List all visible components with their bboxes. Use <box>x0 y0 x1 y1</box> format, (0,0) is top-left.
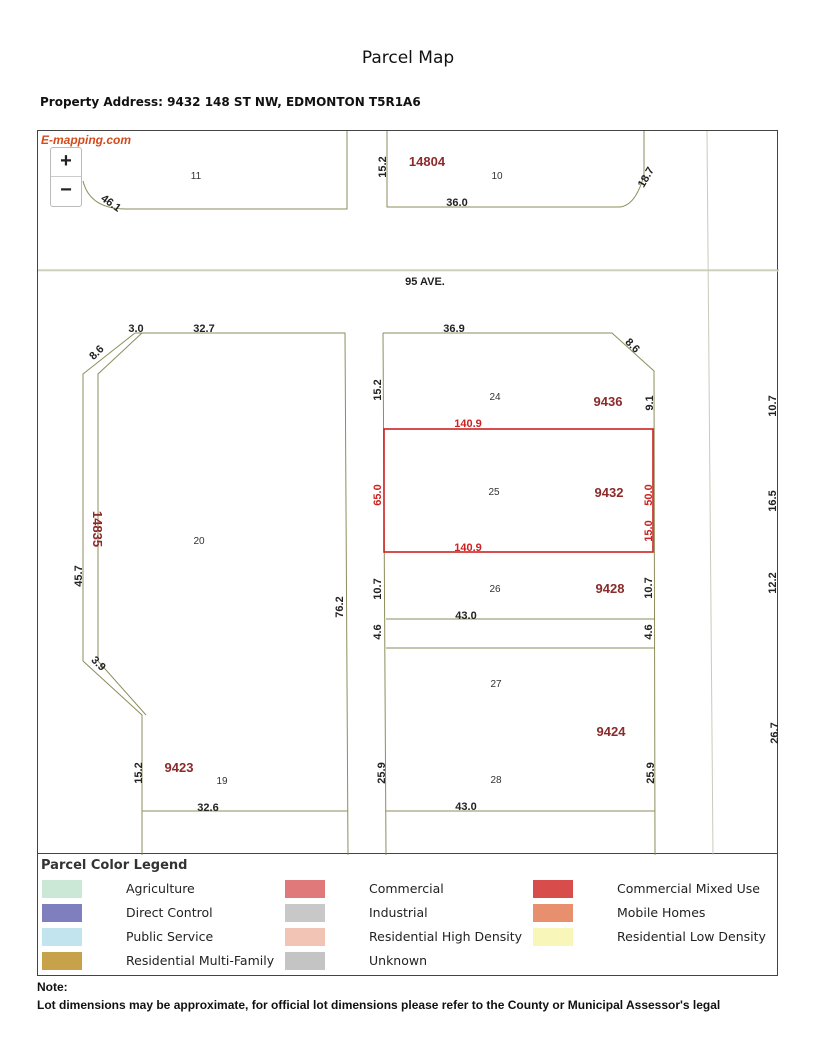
lot-20: 20 <box>193 536 205 547</box>
dim-36-9: 36.9 <box>443 323 465 335</box>
legend-swatch <box>42 904 82 922</box>
legend-label: Direct Control <box>126 905 213 920</box>
legend-label: Commercial Mixed Use <box>617 881 760 896</box>
dim-76-2: 76.2 <box>334 596 346 618</box>
dim-15-2-c: 15.2 <box>133 762 145 784</box>
lot-26: 26 <box>489 584 501 595</box>
dim-45-7: 45.7 <box>73 565 85 587</box>
legend-swatch <box>42 880 82 898</box>
parcel-dim-bottom: 140.9 <box>454 542 482 554</box>
dim-10-7-c: 10.7 <box>643 577 655 599</box>
legend-swatch <box>533 880 573 898</box>
lot-10-outline <box>387 131 644 207</box>
dim-15-2-a: 15.2 <box>377 156 389 178</box>
map-canvas <box>38 131 779 855</box>
dim-3-9: 3.9 <box>88 654 108 674</box>
lot-25: 25 <box>488 487 500 498</box>
dim-46-1: 46.1 <box>98 192 123 215</box>
parcel-legend <box>37 854 778 976</box>
dim-18-7: 18.7 <box>635 165 657 190</box>
dim-26-7: 26.7 <box>769 722 781 744</box>
west-block-east <box>135 333 348 855</box>
dim-16-5: 16.5 <box>767 490 779 512</box>
legend-swatch <box>42 952 82 970</box>
legend-swatch <box>533 928 573 946</box>
dim-32-7: 32.7 <box>193 323 215 335</box>
dim-43-0-b: 43.0 <box>455 801 477 813</box>
road-edge-east <box>707 131 713 855</box>
dim-4-6-a: 4.6 <box>372 624 384 640</box>
parcel-dim-left: 65.0 <box>372 484 384 506</box>
dim-9-1: 9.1 <box>644 395 656 411</box>
legend-label: Agriculture <box>126 881 195 896</box>
note-text: Lot dimensions may be approximate, for official lot dimensions please refer to the County or Municipal Assessor's legal <box>37 998 721 1012</box>
dim-10-7-a: 10.7 <box>767 395 779 417</box>
dim-25-9-b: 25.9 <box>645 762 657 784</box>
dim-32-6: 32.6 <box>197 802 219 814</box>
legend-swatch <box>42 928 82 946</box>
house-14804: 14804 <box>408 154 446 169</box>
legend-label: Public Service <box>126 929 214 944</box>
page-title: Parcel Map <box>361 48 455 68</box>
legend-swatch <box>285 880 325 898</box>
dim-12-2: 12.2 <box>767 572 779 594</box>
house-9428: 9428 <box>595 581 625 596</box>
house-14835: 14835 <box>90 510 105 548</box>
dim-43-0-a: 43.0 <box>455 610 477 622</box>
parcel-dim-top: 140.9 <box>454 418 482 430</box>
legend-label: Mobile Homes <box>617 905 706 920</box>
dim-25-9-a: 25.9 <box>376 762 388 784</box>
legend-label: Residential Multi-Family <box>126 953 275 968</box>
zoom-control <box>50 147 82 207</box>
legend-label: Residential Low Density <box>617 929 766 944</box>
legend-label: Industrial <box>369 905 428 920</box>
lot-27: 27 <box>490 679 502 690</box>
legend-title: Parcel Color Legend <box>41 858 188 873</box>
zoom-out-button[interactable]: − <box>60 179 72 201</box>
parcel-map[interactable] <box>37 130 781 854</box>
dim-10-7-b: 10.7 <box>372 578 384 600</box>
parcel-dim-right-short: 15.0 <box>643 520 655 542</box>
lot-24: 24 <box>489 392 501 403</box>
lot-10: 10 <box>491 171 503 182</box>
zoom-in-button[interactable]: + <box>51 148 81 177</box>
house-9423: 9423 <box>164 760 194 775</box>
dim-36-0: 36.0 <box>446 197 468 209</box>
legend-swatch <box>533 904 573 922</box>
note-heading: Note: <box>37 980 68 994</box>
lot-11: 11 <box>190 171 202 182</box>
dim-8-6-b: 8.6 <box>622 336 642 356</box>
legend-swatch <box>285 952 325 970</box>
legend-label: Commercial <box>369 881 444 896</box>
house-9432: 9432 <box>594 485 624 500</box>
lot-28: 28 <box>490 775 502 786</box>
legend-label: Residential High Density <box>369 929 523 944</box>
street-label: 95 AVE. <box>405 276 445 288</box>
house-9436: 9436 <box>593 394 623 409</box>
dim-8-6-a: 8.6 <box>87 343 107 363</box>
legend-swatch <box>285 904 325 922</box>
legend-swatch <box>285 928 325 946</box>
legend-label: Unknown <box>369 953 428 968</box>
parcel-dim-right: 50.0 <box>643 484 655 506</box>
property-address: Property Address: 9432 148 ST NW, EDMONTON T5R1A6 <box>40 95 421 109</box>
brand-logo: E-mapping.com <box>41 133 132 147</box>
dim-4-6-b: 4.6 <box>643 624 655 640</box>
dim-15-2-b: 15.2 <box>372 379 384 401</box>
lot-19: 19 <box>216 776 228 787</box>
dim-3-0: 3.0 <box>128 323 144 335</box>
house-9424: 9424 <box>596 724 626 739</box>
